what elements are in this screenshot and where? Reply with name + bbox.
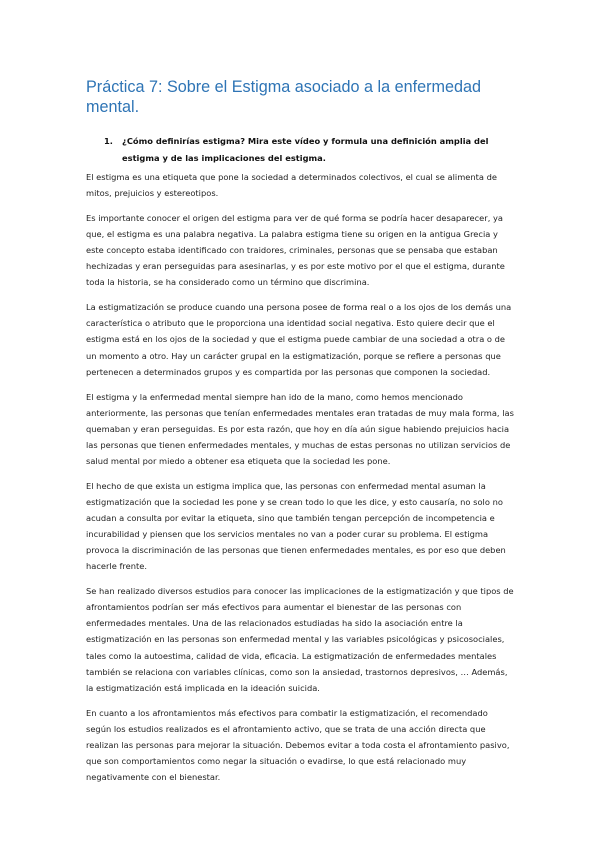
question-number: 1. <box>104 136 113 146</box>
answer-body <box>86 169 514 794</box>
question-text: ¿Cómo definirías estigma? Mira este vídeo y formula una definición amplia del estigma y de las implicaciones del estigma. <box>122 136 489 163</box>
numbered-question <box>104 133 524 166</box>
page-title: Práctica 7: Sobre el Estigma asociado a la enfermedad mental. <box>86 78 482 116</box>
paragraph-origin: Es importante conocer el origen del estigma para ver de qué forma se podría hacer desaparecer, ya que, el estigma es una palabra negativa. La palabra estigma tiene su origen en la antigua Grecia y este concepto estaba identificado con traidores, criminales, personas que se pensaba que estaban hechizadas y eran perseguidas para asesinarlas, y es por este motivo por el que el estigma, durante toda la historia, se ha considerado como un término que discrimina. <box>86 212 505 288</box>
paragraph-coping: En cuanto a los afrontamientos más efectivos para combatir la estigmatización, el recomendado según los estudios realizados es el afrontamiento activo, que se trata de una acción directa que realizan las personas para mejorar la situación. Debemos evitar a toda costa el afrontamiento pasivo, que son comportamientos como negar la situación o evadirse, lo que está relacionado muy negativamente con el bienestar. <box>86 707 510 782</box>
paragraph-studies: Se han realizado diversos estudios para conocer las implicaciones de la estigmatización y que tipos de afrontamientos podrían ser más efectivos para aumentar el bienestar de las personas con enfermedades mentales. Una de las relacionados estudiadas ha sido la asociación entre la estigmatización en las personas son enfermedad mental y las variables psicológicas y psicosociales, tales como la autoestima, calidad de vida, eficacia. La estigmatización de enfermedades mentales también se relaciona con variables clínicas, como son la ansiedad, trastornos depresivos, … Además, la estigmatización está implicada en la ideación suicida. <box>86 586 514 693</box>
paragraph-stigmatization: La estigmatización se produce cuando una persona posee de forma real o a los ojos de los demás una característica o atributo que le proporciona una identidad social negativa. Esto quiere decir que el estigma está en los ojos de la sociedad y que el estigma puede cambiar de una sociedad a otra o de un momento a otro. Hay un carácter grupal en la estigmatización, porque se refiere a personas que pertenecen a determinados grupos y es compartida por las personas que componen la sociedad. <box>86 302 512 377</box>
paragraph-implications: El hecho de que exista un estigma implica que, las personas con enfermedad mental asuman la estigmatización que la sociedad les pone y se crean todo lo que les dice, y esto causaría, no solo no acudan a consulta por evitar la etiqueta, sino que también tengan percepción de incompetencia e incurabilidad y piensen que los servicios mentales no van a poder curar su problema. El estigma provoca la discriminación de las personas que tienen enfermedades mentales, es por eso que deben hacerle frente. <box>86 480 506 572</box>
paragraph-mental-illness: El estigma y la enfermedad mental siempre han ido de la mano, como hemos mencionado anteriormente, las personas que tenían enfermedades mentales eran tratadas de muy mala forma, las quemaban y eran perseguidas. Es por esta razón, que hoy en día aún sigue habiendo prejuicios hacia las personas que tienen enfermedades mentales, y muchas de estas personas no utilizan servicios de salud mental por miedo a obtener esa etiqueta que la sociedad les pone. <box>86 391 514 466</box>
paragraph-definition: El estigma es una etiqueta que pone la sociedad a determinados colectivos, el cual se alimenta de mitos, prejuicios y estereotipos. <box>86 172 498 199</box>
